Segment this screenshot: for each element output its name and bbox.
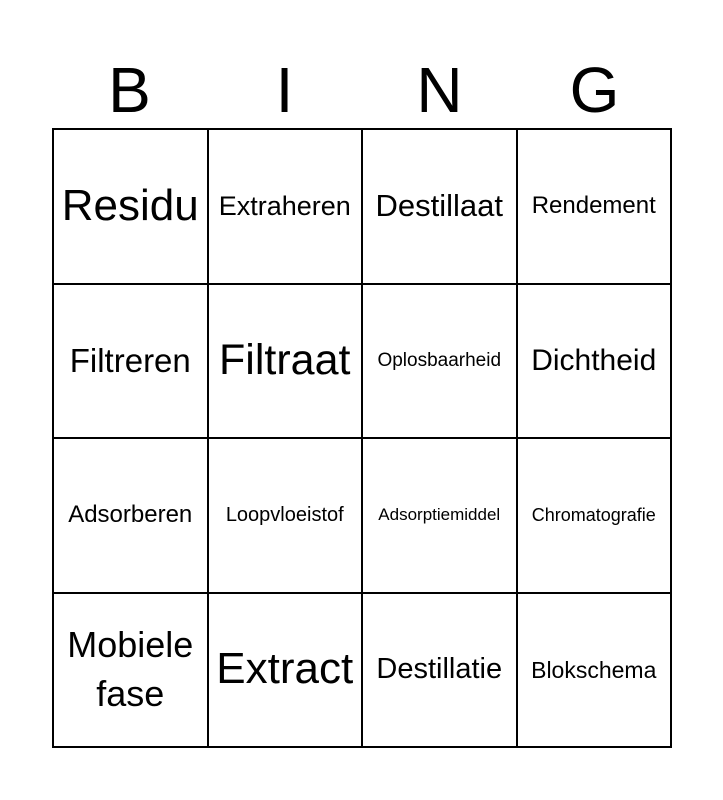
bingo-cell[interactable]: Destillaat (363, 130, 518, 285)
header-letter-b: B (108, 54, 151, 126)
bingo-cell[interactable]: Dichtheid (518, 285, 673, 440)
bingo-grid (52, 128, 672, 748)
bingo-cell[interactable]: Adsorberen (54, 439, 209, 594)
bingo-header (52, 52, 672, 128)
bingo-cell[interactable]: Filtraat (209, 285, 364, 440)
bingo-cell[interactable]: Rendement (518, 130, 673, 285)
bingo-cell[interactable]: Chromatografie (518, 439, 673, 594)
bingo-cell[interactable]: Loopvloeistof (209, 439, 364, 594)
header-letter-i: I (275, 54, 294, 126)
bingo-cell[interactable]: Extraheren (209, 130, 364, 285)
bingo-cell[interactable]: Destillatie (363, 594, 518, 749)
bingo-cell[interactable]: Blokschema (518, 594, 673, 749)
bingo-cell[interactable]: Oplosbaarheid (363, 285, 518, 440)
bingo-cell[interactable]: Mobiele fase (54, 594, 209, 749)
header-letter-g: G (569, 54, 620, 126)
bingo-cell[interactable]: Extract (209, 594, 364, 749)
bingo-cell[interactable]: Residu (54, 130, 209, 285)
bingo-cell[interactable]: Adsorptiemiddel (363, 439, 518, 594)
header-letter-n: N (416, 54, 463, 126)
bingo-cell[interactable]: Filtreren (54, 285, 209, 440)
